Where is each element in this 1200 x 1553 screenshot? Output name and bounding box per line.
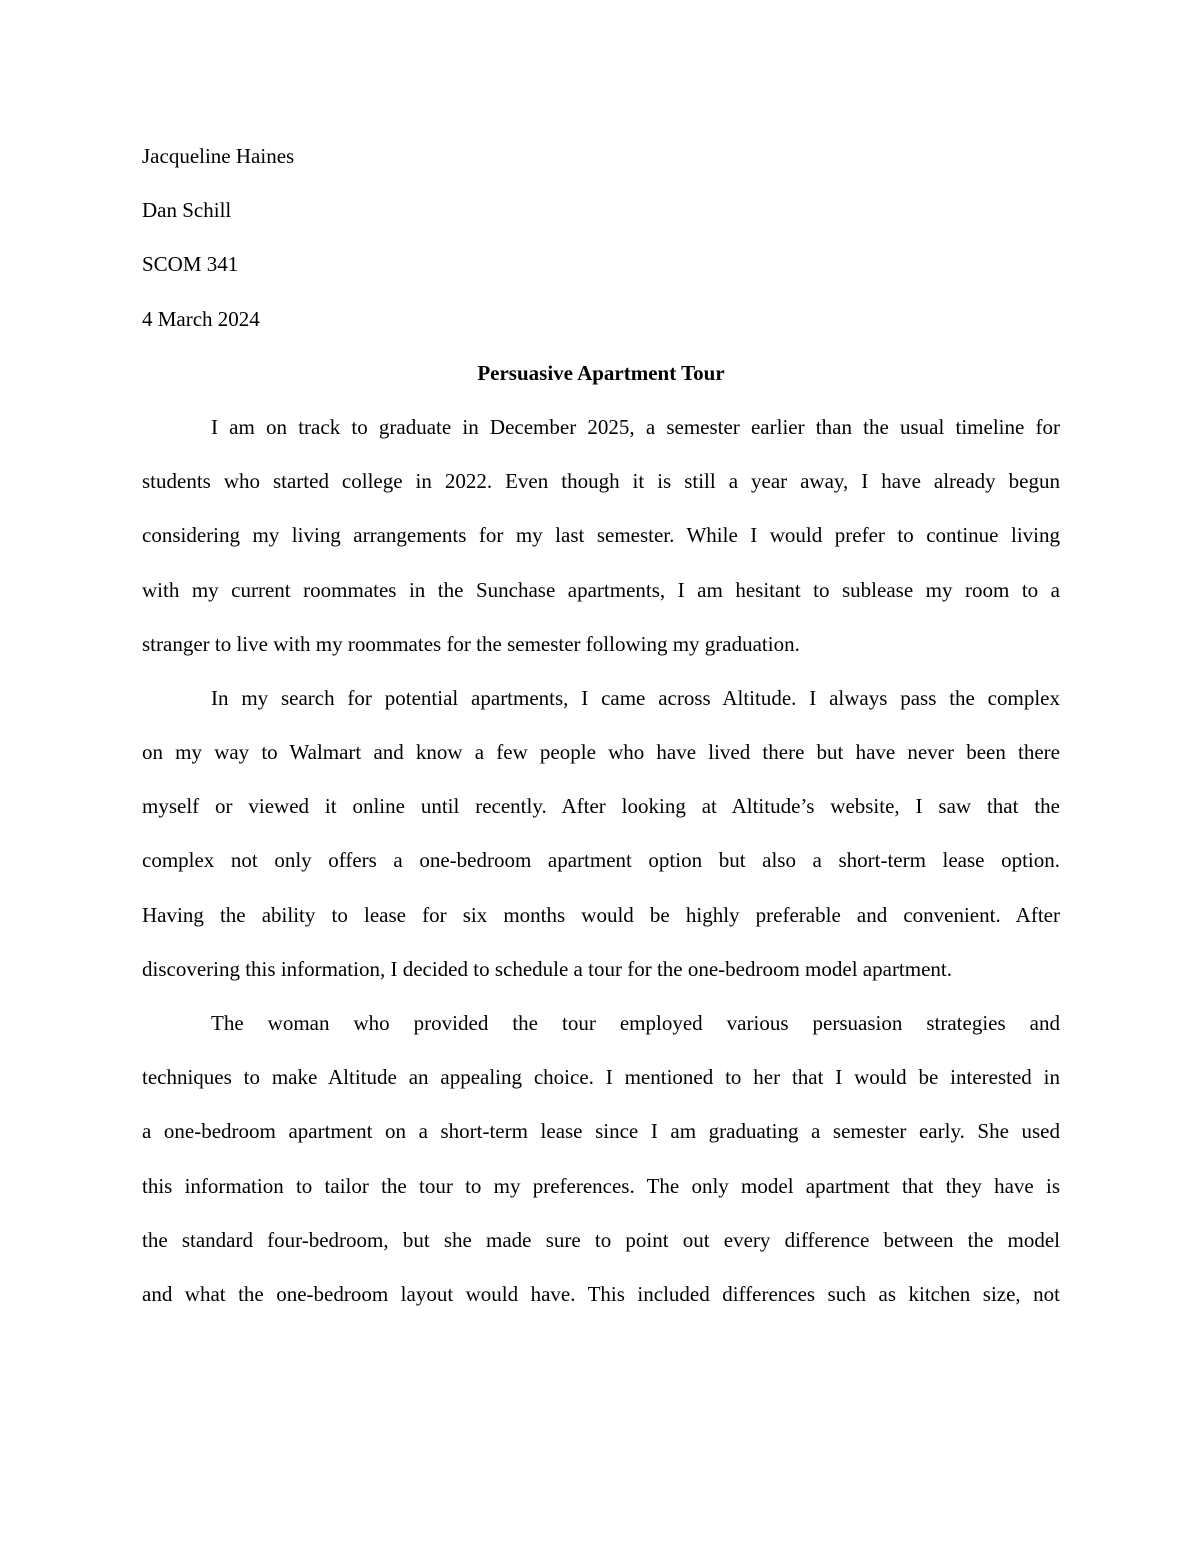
paragraph-line: In my search for potential apartments, I came across Altitude. I always pass the complex [211,685,1060,710]
paragraph-line: discovering this information, I decided to schedule a tour for the one-bedroom model apartment. [142,956,953,981]
paragraph-2 [142,682,1060,1007]
paragraph-line: students who started college in 2022. Even though it is still a year away, I have already begun [142,469,1060,494]
paragraph-3 [142,1007,1060,1332]
instructor-name: Dan Schill [142,198,232,223]
paragraph-line: with my current roommates in the Sunchase apartments, I am hesitant to sublease my room to a [142,577,1060,602]
paragraph-1 [142,411,1060,682]
document-body [142,140,1060,1332]
paragraph-line: The woman who provided the tour employed various persuasion strategies and [211,1011,1060,1035]
paragraph-line: myself or viewed it online until recently. After looking at Altitude’s website, I saw that the [142,794,1060,819]
document-title: Persuasive Apartment Tour [477,360,725,385]
paragraph-line: stranger to live with my roommates for the semester following my graduation. [142,631,800,656]
course-code: SCOM 341 [142,252,239,277]
paragraph-line: on my way to Walmart and know a few people who have lived there but have never been there [142,740,1060,765]
paragraph-line: Having the ability to lease for six months would be highly preferable and convenient. After [142,902,1060,927]
paragraph-line: this information to tailor the tour to my preferences. The only model apartment that they have is [142,1173,1060,1198]
paragraph-line: complex not only offers a one-bedroom apartment option but also a short-term lease option. [142,848,1060,873]
paragraph-line: a one-bedroom apartment on a short-term lease since I am graduating a semester early. She used [142,1119,1060,1144]
paragraph-line: techniques to make Altitude an appealing choice. I mentioned to her that I would be interested in [142,1065,1060,1090]
paragraph-line: considering my living arrangements for my last semester. While I would prefer to continue living [142,523,1060,548]
paragraph-line: the standard four-bedroom, but she made sure to point out every difference between the model [142,1227,1060,1252]
document-date: 4 March 2024 [142,306,260,331]
paragraph-line: and what the one-bedroom layout would have. This included differences such as kitchen size, not [142,1281,1060,1306]
paragraph-line: I am on track to graduate in December 2025, a semester earlier than the usual timeline for [211,414,1060,439]
student-name: Jacqueline Haines [142,144,295,168]
